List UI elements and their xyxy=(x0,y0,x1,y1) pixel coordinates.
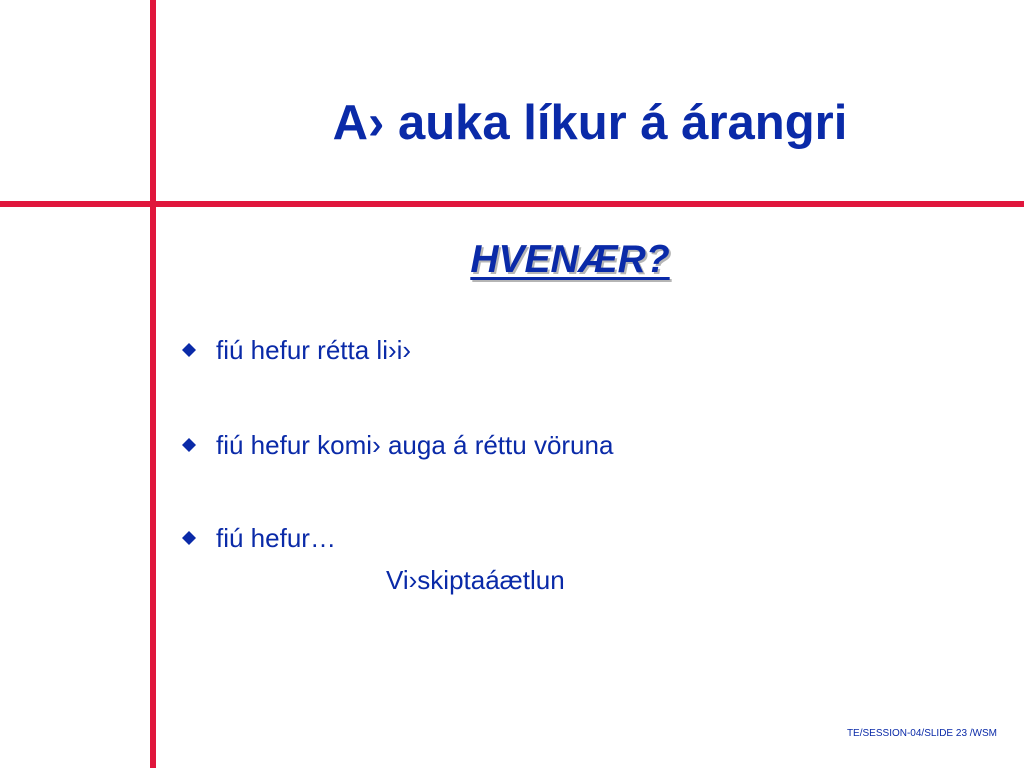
slide-title: A› auka líkur á árangri xyxy=(332,96,848,150)
bullet-text: fiú hefur komi› auga á réttu vöruna xyxy=(216,430,614,460)
bullet-item xyxy=(178,330,978,370)
bullet-text: fiú hefur rétta li›i› xyxy=(216,335,412,365)
red-horizontal-rule xyxy=(0,201,1024,207)
diamond-bullet-icon xyxy=(182,438,196,452)
slide-footer: TE/SESSION-04/SLIDE 23 /WSM xyxy=(846,728,997,739)
diamond-bullet-icon xyxy=(182,531,196,545)
bullet-item xyxy=(178,518,978,558)
bullet-subtext: Vi›skiptaáætlun xyxy=(386,565,565,595)
diamond-bullet-icon xyxy=(182,343,196,357)
red-vertical-rule xyxy=(150,0,156,768)
slide-subtitle: HVENÆR? xyxy=(470,238,670,281)
bullet-item xyxy=(178,425,978,465)
bullet-text: fiú hefur… xyxy=(216,523,336,553)
